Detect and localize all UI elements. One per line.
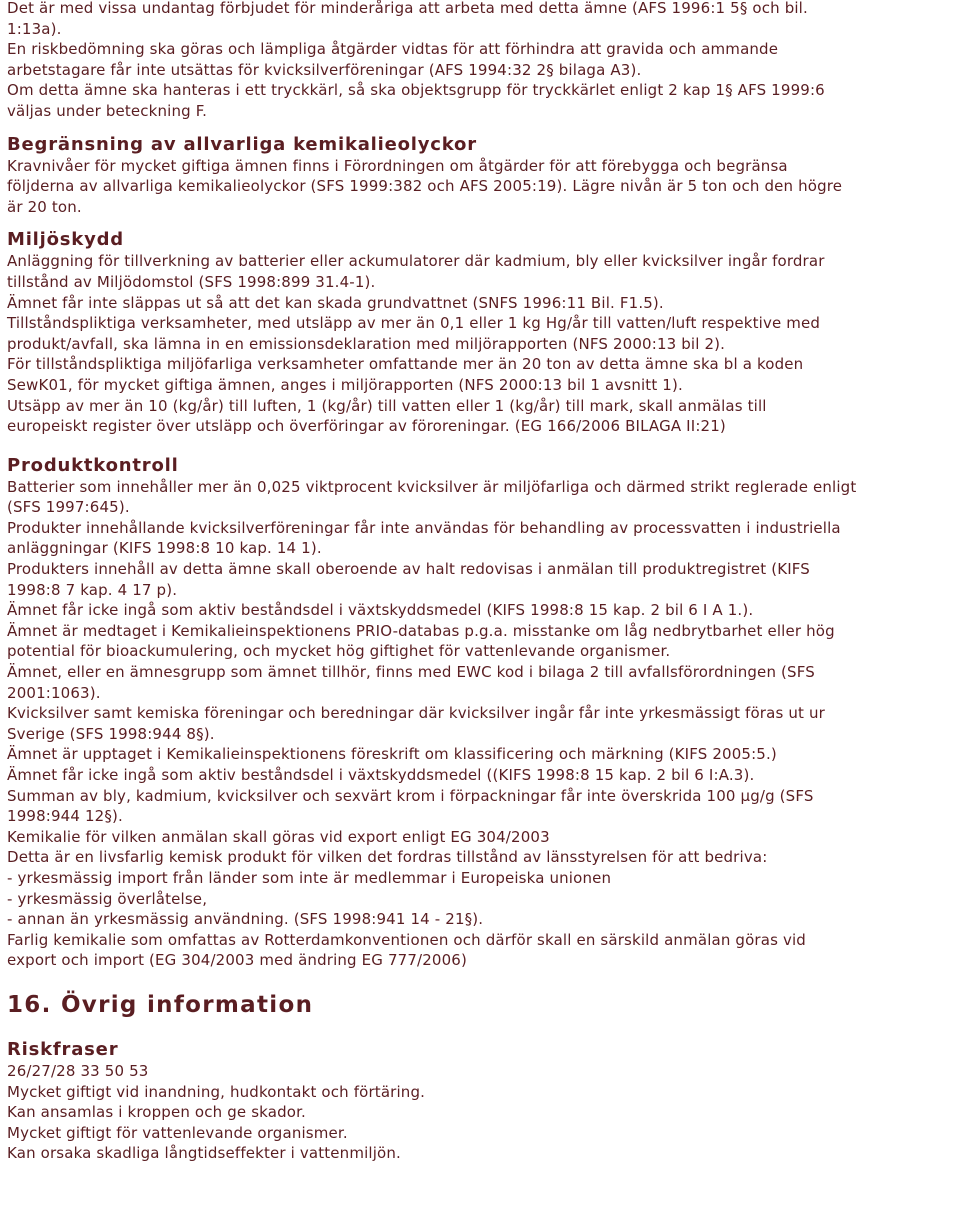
text-line: (SFS 1997:645). xyxy=(7,498,130,517)
section-heading: Riskfraser xyxy=(7,1038,119,1060)
text-line: SewK01, för mycket giftiga ämnen, anges i miljörapporten (NFS 2000:13 bil 1 avsnitt 1). xyxy=(7,375,683,394)
text-line: Mycket giftigt vid inandning, hudkontakt och förtäring. xyxy=(7,1082,426,1101)
section-ovrig-information xyxy=(7,991,953,1019)
text-line: Om detta ämne ska hanteras i ett tryckkärl, så ska objektsgrupp för tryckkärlet enligt 2 kap 1§ AFS 1999:6 xyxy=(7,81,825,100)
text-line: anläggningar (KIFS 1998:8 10 kap. 14 1). xyxy=(7,539,322,558)
section-heading: Miljöskydd xyxy=(7,229,124,251)
text-line: Sverige (SFS 1998:944 8§). xyxy=(7,724,215,743)
text-line: 1:13a). xyxy=(7,19,62,38)
text-line: Det är med vissa undantag förbjudet för minderåriga att arbeta med detta ämne (AFS 1996:1 5§ och bil. xyxy=(7,0,808,17)
text-line: arbetstagare får inte utsättas för kvicksilverföreningar (AFS 1994:32 2§ bilaga A3). xyxy=(7,60,642,79)
text-line: Produkters innehåll av detta ämne skall oberoende av halt redovisas i anmälan till produktregistret (KIFS xyxy=(7,560,810,579)
text-line: Ämnet får icke ingå som aktiv beståndsdel i växtskyddsmedel ((KIFS 1998:8 15 kap. 2 bil 6 I:A.3). xyxy=(7,766,755,784)
text-line: Ämnet, eller en ämnesgrupp som ämnet tillhör, finns med EWC kod i bilaga 2 till avfallsförordningen (SFS xyxy=(7,663,815,682)
section-produktkontroll xyxy=(7,455,953,971)
document-page xyxy=(7,0,953,1164)
text-line: Ämnet är upptaget i Kemikalieinspektionens föreskrift om klassificering och märkning (KIFS 2005:5.) xyxy=(7,745,777,764)
text-line: En riskbedömning ska göras och lämpliga åtgärder vidtas för att förhindra att gravida och ammande xyxy=(7,40,779,59)
text-line: Ämnet får inte släppas ut så att det kan skada grundvattnet (SNFS 1996:11 Bil. F1.5). xyxy=(7,293,664,312)
text-line: Batterier som innehåller mer än 0,025 viktprocent kvicksilver är miljöfarliga och därmed strikt reglerade enligt xyxy=(7,477,857,496)
text-line: följderna av allvarliga kemikalieolyckor (SFS 1999:382 och AFS 2005:19). Lägre nivån är 5 ton och den högre xyxy=(7,177,843,196)
text-line: Farlig kemikalie som omfattas av Rotterdamkonventionen och därför skall en särskild anmälan göras vid xyxy=(7,930,806,949)
text-line: Tillståndspliktiga verksamheter, med utsläpp av mer än 0,1 eller 1 kg Hg/år till vatten/luft respektive med xyxy=(7,314,821,333)
text-line: 26/27/28 33 50 53 xyxy=(7,1061,149,1080)
text-line: Anläggning för tillverkning av batterier eller ackumulatorer där kadmium, bly eller kvicksilver ingår fordrar xyxy=(7,252,825,271)
section-riskfraser xyxy=(7,1039,953,1164)
section-heading: Begränsning av allvarliga kemikalieolyckor xyxy=(7,133,477,155)
text-line: - yrkesmässig överlåtelse, xyxy=(7,889,208,908)
text-line: europeiskt register över utsläpp och överföringar av föroreningar. (EG 166/2006 BILAGA II:21) xyxy=(7,417,726,436)
text-line: Kravnivåer för mycket giftiga ämnen finns i Förordningen om åtgärder för att förebygga och begränsa xyxy=(7,156,788,175)
text-line: 2001:1063). xyxy=(7,683,101,702)
text-line: Kemikalie för vilken anmälan skall göras vid export enligt EG 304/2003 xyxy=(7,827,550,846)
section-kemikalieolyckor xyxy=(7,134,953,218)
text-line: Ämnet får icke ingå som aktiv beståndsdel i växtskyddsmedel (KIFS 1998:8 15 kap. 2 bil 6 I A 1.). xyxy=(7,601,754,620)
text-line: Utsäpp av mer än 10 (kg/år) till luften, 1 (kg/år) till vatten eller 1 (kg/år) till mark, skall anmälas till xyxy=(7,396,767,415)
text-line: - annan än yrkesmässig användning. (SFS 1998:941 14 - 21§). xyxy=(7,910,484,929)
text-line: Detta är en livsfarlig kemisk produkt för vilken det fordras tillstånd av länsstyrelsen för att bedriva: xyxy=(7,848,768,867)
text-line: Summan av bly, kadmium, kvicksilver och sexvärt krom i förpackningar får inte överskrida 100 µg/g (SFS xyxy=(7,786,814,805)
text-line: potential för bioackumulering, och mycket hög giftighet för vattenlevande organismer. xyxy=(7,642,671,661)
text-line: produkt/avfall, ska lämna in en emissionsdeklaration med miljörapporten (NFS 2000:13 bil 2). xyxy=(7,334,726,353)
text-line: Mycket giftigt för vattenlevande organismer. xyxy=(7,1123,348,1142)
text-line: 1998:8 7 kap. 4 17 p). xyxy=(7,580,178,599)
text-line: Kan orsaka skadliga långtidseffekter i vattenmiljön. xyxy=(7,1144,401,1163)
section-miljoskydd xyxy=(7,229,953,436)
text-line: export och import (EG 304/2003 med ändring EG 777/2006) xyxy=(7,951,468,970)
text-line: tillstånd av Miljödomstol (SFS 1998:899 31.4-1). xyxy=(7,272,376,291)
section-heading: 16. Övrig information xyxy=(7,991,314,1018)
text-line: är 20 ton. xyxy=(7,197,82,216)
section-heading: Produktkontroll xyxy=(7,454,179,476)
text-line: Kan ansamlas i kroppen och ge skador. xyxy=(7,1103,306,1122)
text-line: väljas under beteckning F. xyxy=(7,101,208,120)
text-line: Produkter innehållande kvicksilverföreningar får inte användas för behandling av processvatten i industriella xyxy=(7,518,841,537)
text-line: Ämnet är medtaget i Kemikalieinspektionens PRIO-databas p.g.a. misstanke om låg nedbrytbarhet eller hög xyxy=(7,621,835,640)
text-line: - yrkesmässig import från länder som inte är medlemmar i Europeiska unionen xyxy=(7,868,612,887)
text-line: För tillståndspliktiga miljöfarliga verksamheter omfattande mer än 20 ton av detta ämne ska bl a koden xyxy=(7,355,804,374)
text-line: 1998:944 12§). xyxy=(7,807,123,826)
intro-paragraph xyxy=(7,0,953,122)
text-line: Kvicksilver samt kemiska föreningar och beredningar där kvicksilver ingår får inte yrkesmässigt föras ut ur xyxy=(7,704,825,723)
